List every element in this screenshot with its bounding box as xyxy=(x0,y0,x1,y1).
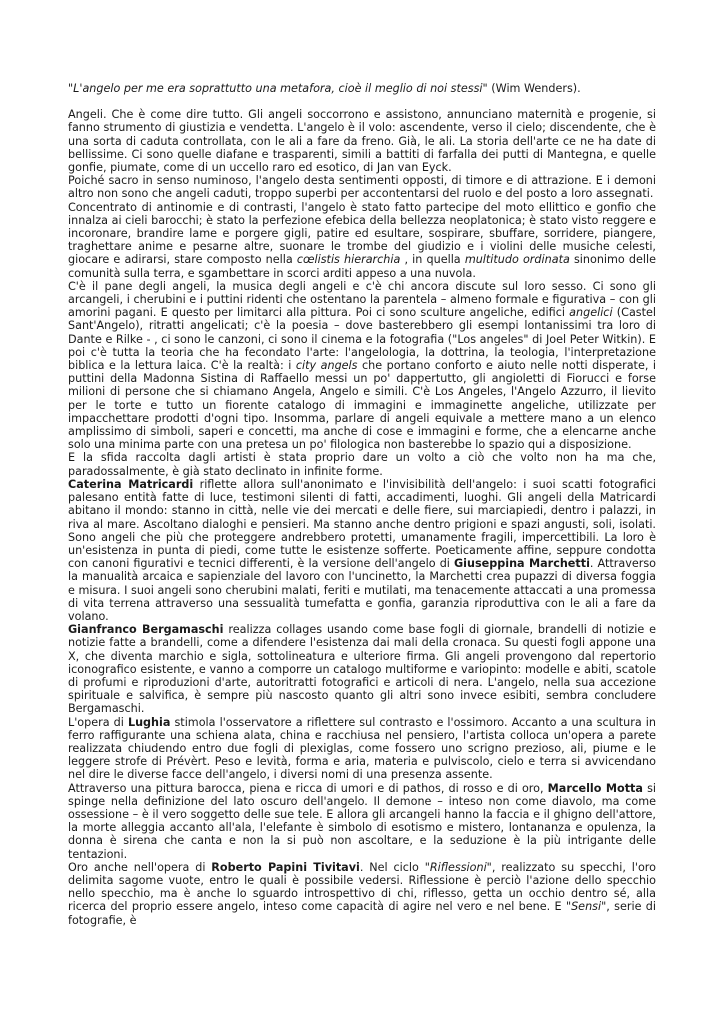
text-run: Concentrato di antinomie e di contrasti, l'angelo è stato fatto partecipe del moto ellittico e gonfio che innalza ai cieli barocchi; è stato la perfezione efebica della bellezza neoplatonica; è stato visto reggere e incoronare, brandire lame e porgere gigli, patire ed esultare, sospirare, sbuffare, sorridere, piangere, traghettare anime e pesarne altre, suonare le trombe del giudizio e i violini delle musiche celesti, giocare e adirarsi, stare composto nella xyxy=(68,200,656,267)
text-run: . Nel ciclo xyxy=(359,860,425,874)
text-run: Oro anche nell'opera di xyxy=(68,860,212,874)
artist-name: Giuseppina Marchetti xyxy=(453,557,590,571)
text-run: , serie di fotografie, è xyxy=(68,900,657,927)
paragraph-7 xyxy=(68,623,656,715)
work-title: "Riflessioni" xyxy=(424,860,492,874)
paragraph-9 xyxy=(68,782,656,861)
text-run: riflette allora sull'anonimato e l'invisibilità dell'angelo: i suoi scatti fotografici palesano entità fatte di luce, testimoni silenti di fatti, accadimenti, luoghi. Gli angeli della Matricardi abitano il mondo: stanno in città, nelle vie dei mercati e delle fiere, sui marciapiedi, dentro i palazzi, in riva al mare. Ascoltano dialoghi e pensieri. Ma stanno anche dentro prigioni e spazi angusti, soli, isolati. Sono angeli che più che proteggere andrebbero protetti, umanamente fragili, impercettibili. La loro è un'esistenza in punta di piedi, come tutte le esistenze sofferte. Poeticamente affine, seppure condotta con canoni figurativi e tecnici differenti, è la versione dell'angelo di xyxy=(68,477,657,571)
artist-name: Caterina Matricardi xyxy=(68,477,194,491)
text-run: (Castel Sant'Angelo), ritratti angelicati; c'è la poesia – dove basterebbero gli esempi lontanissimi tra loro di Dante e Rilke - , ci sono le canzoni, ci sono il cinema e la fotografia ("Los angeles" di Joel Peter Witkin). E poi c'è tutta la teoria che ha fecondato l'arte: l'angelologia, la dottrina, la teologia, l'interpretazione biblica e la lettura laica. C'è la realtà: i xyxy=(68,306,657,373)
paragraph-2: Poiché sacro in senso numinoso, l'angelo desta sentimenti opposti, di timore e di attrazione. E i demoni altro non sono che angeli caduti, troppo superbi per accontentarsi del ruolo e del posto a loro assegnati. xyxy=(68,174,656,201)
latin-term: cœlistis hierarchia xyxy=(296,253,401,267)
epigraph-quote: "L'angelo per me era soprattutto una metafora, cioè il meglio di noi stessi" xyxy=(68,82,488,95)
epigraph xyxy=(68,82,656,95)
artist-name: Lughia xyxy=(127,715,171,729)
paragraph-3 xyxy=(68,201,656,280)
paragraph-10 xyxy=(68,861,656,927)
text-run: , in quella xyxy=(400,253,465,267)
epigraph-author: (Wim Wenders). xyxy=(487,82,581,95)
italic-term: city angels xyxy=(295,359,358,373)
text-run: si spinge nella definizione del lato oscuro dell'angelo. Il demone – inteso non come diavolo, ma come ossessione – è il vero soggetto delle sue tele. E allora gli arcangeli hanno la faccia e il ghigno dell'attore, la morte alleggia accanto all'ala, l'elefante è simbolo di esotismo e mistero, lontananza e opulenza, la donna è sirena che canta e non la si può non ascoltare, e la seduzione è la più intrigante delle tentazioni. xyxy=(68,781,656,861)
text-run: stimola l'osservatore a riflettere sul contrasto e l'ossimoro. Accanto a una scultura in ferro raffigurante una schiena alata, china e racchiusa nel pensiero, l'artista colloca un'opera a parete realizzata chiudendo entro due fogli di plexiglas, come fossero uno scrigno prezioso, ali, piume e le leggere strofe di Prévèrt. Peso e levità, forma e aria, materia e pulviscolo, cielo e terra si avvicendano nel dire le diverse facce dell'angelo, i diversi nomi di una presenza assente. xyxy=(68,715,656,782)
text-run: C'è il pane degli angeli, la musica degli angeli e c'è chi ancora discute sul loro sesso. Ci sono gli arcangeli, i cherubini e i puttini ridenti che ostentano la parentela – almeno formale e figurativa – con gli amorini pagani. E questo per limitarci alla pittura. Poi ci sono sculture angeliche, edifici xyxy=(68,279,656,320)
artist-name: Roberto Papini Tivitavi xyxy=(211,860,360,874)
text-run: realizza collages usando come base fogli di giornale, brandelli di notizie e notizie fatte a brandelli, come a difendere l'esistenza dai mali della cronaca. Su questi fogli appone una X, che diventa marchio e sigla, sottolineatura e ulteriore firma. Gli angeli provengono dal repertorio iconografico esistente, e vanno a comporre un catalogo multiforme e variopinto: modelle e abiti, scatole di profumi e riproduzioni d'arte, autoritratti fotografici e articoli di nera. L'angelo, nella sua accezione spirituale e salvifica, è sempre più nascosto quanto gli altri sono invece esibiti, sembra concludere Bergamaschi. xyxy=(68,623,656,716)
latin-term: multitudo ordinata xyxy=(464,253,570,267)
document-page xyxy=(68,82,656,927)
work-title: "Sensi" xyxy=(565,900,607,914)
artist-name: Gianfranco Bergamaschi xyxy=(68,623,224,637)
paragraph-5: E la sfida raccolta dagli artisti è stata proprio dare un volto a ciò che volto non ha ma che, paradossalmente, è già stato declinato in infinite forme. xyxy=(68,451,656,478)
italic-term: angelici xyxy=(569,306,613,320)
paragraph-8 xyxy=(68,716,656,782)
text-run: Attraverso una pittura barocca, piena e ricca di umori e di pathos, di rosso e di oro, xyxy=(68,781,548,795)
text-run: L'opera di xyxy=(68,715,128,729)
text-run: sinonimo delle comunità sulla terra, e sgambettare in scorci arditi appeso a una nuvola. xyxy=(68,253,656,280)
paragraph-1: Angeli. Che è come dire tutto. Gli angeli soccorrono e assistono, annunciano maternità e progenie, si fanno strumento di giustizia e vendetta. L'angelo è il volo: ascendente, verso il cielo; discendente, che è una sorta di caduta controllata, con le ali a fare da freno. Già, le ali. La storia dell'arte ce ne ha date di bellissime. Ci sono quelle diafane e trasparenti, simili a battiti di farfalla dei putti di Mantegna, e quelle gonfie, piumate, come di un uccello raro ed esotico, di Jan van Eyck. xyxy=(68,108,656,175)
text-run: . Attraverso la manualità arcaica e sapienziale del lavoro con l'uncinetto, la Marchetti crea pupazzi di diversa foggia e misura. I suoi angeli sono cherubini malati, feriti e mutilati, ma tenacemente attaccati a una promessa di vita terrena attraverso una sessualità tumefatta e gonfia, garanzia riproduttiva con le ali a fare da volano. xyxy=(68,557,656,623)
paragraph-4 xyxy=(68,280,656,452)
paragraph-6 xyxy=(68,478,656,623)
text-run: , realizzato su specchi, l'oro delimita sagome vuote, entro le quali è possibile vedersi. Riflessione è perciò l'azione dello specchio nello specchio, ma è anche lo sguardo introspettivo di chi, riflesso, getta un occhio dentro sé, alla ricerca del proprio essere angelo, inteso come capacità di agire nel vero e nel bene. E xyxy=(68,860,656,914)
text-run: che portano conforto e aiuto nelle notti disperate, i puttini della Madonna Sistina di Raffaello messi un po' dappertutto, gli angioletti di Fiorucci e forse milioni di persone che si chiamano Angela, Angelo e simili. C'è Los Angeles, l'Angelo Azzurro, il lievito per le torte e tutto un fiorente catalogo di immagini e immaginette angeliche, utilizzate per impacchettare prodotti d'ogni tipo. Insomma, parlare di angeli equivale a mettere mano a un elenco amplissimo di simboli, saperi e concetti, ma anche di cose e immagini e forme, che a elencarne anche solo una minima parte con una pretesa un po' filologica non basterebbe lo spazio qui a disposizione. xyxy=(68,359,656,452)
artist-name: Marcello Motta xyxy=(547,781,643,795)
